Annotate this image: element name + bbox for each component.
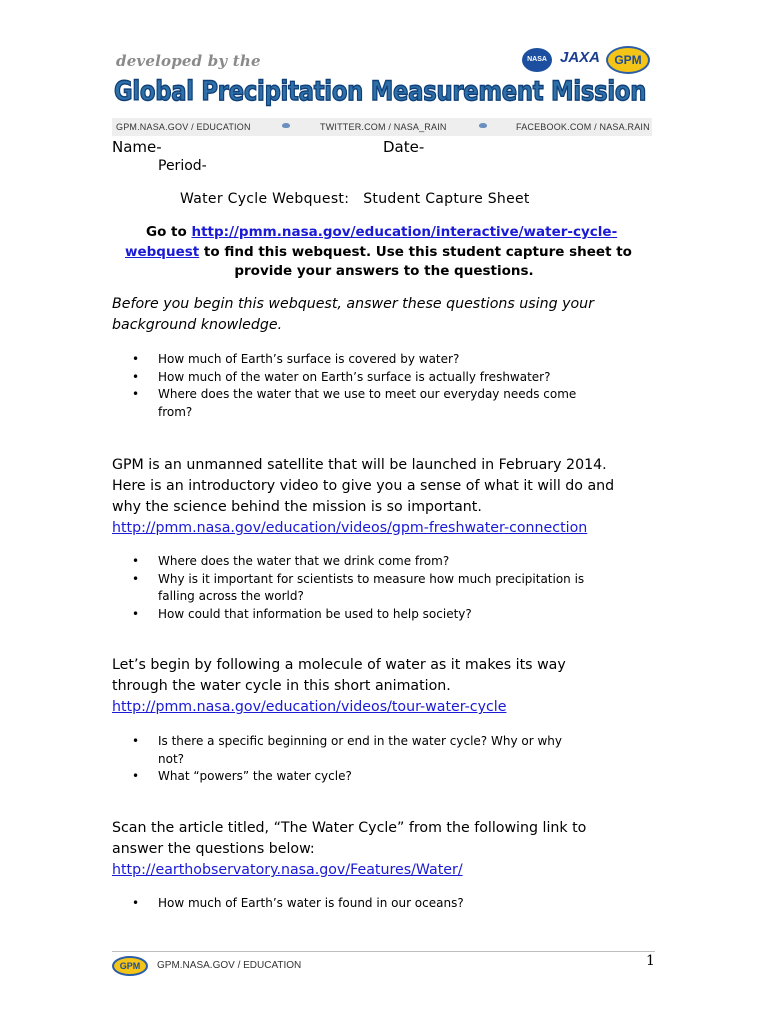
- section1-line-2: background knowledge.: [112, 317, 283, 333]
- question-item: • Where does the water that we drink come from?: [130, 553, 640, 571]
- period-label: Period-: [158, 158, 207, 174]
- date-label: Date-: [383, 138, 425, 156]
- question-item: • How much of Earth’s surface is covered by water?: [130, 351, 640, 369]
- nasa-logo: NASA: [522, 48, 552, 72]
- section2-line-2: Here is an introductory video to give you a sense of what it will do and: [112, 478, 615, 494]
- header-link-bar: [112, 118, 652, 136]
- section4-questions: [130, 895, 640, 913]
- intro-text: to find this webquest. Use this student capture sheet to: [199, 244, 632, 260]
- developed-by-text: developed by the: [116, 52, 261, 70]
- footer-link-text: GPM.NASA.GOV / EDUCATION: [157, 960, 302, 971]
- section2-line-1: GPM is an unmanned satellite that will be launched in February 2014.: [112, 457, 607, 473]
- section3-line-1: Let’s begin by following a molecule of water as it makes its way: [112, 657, 566, 673]
- gpm-logo: GPM: [606, 46, 650, 74]
- section2-line-3: why the science behind the mission is so important.: [112, 499, 482, 515]
- intro-line-2: [125, 244, 669, 260]
- footer-divider: [112, 951, 655, 952]
- mission-title: Global Precipitation Measurement Mission: [114, 76, 647, 107]
- webquest-link-continued[interactable]: webquest: [125, 244, 200, 260]
- webquest-link[interactable]: http://pmm.nasa.gov/education/interactive/water-cycle-: [191, 224, 618, 240]
- section4-link-line: [112, 860, 463, 881]
- question-item: • How could that information be used to help society?: [130, 606, 640, 624]
- page-number: 1: [646, 953, 655, 969]
- jaxa-logo: JAXA: [560, 49, 601, 66]
- question-item: • How much of Earth’s water is found in our oceans?: [130, 895, 640, 913]
- twitter-link-text: TWITTER.COM / NASA_RAIN: [320, 122, 447, 132]
- section4-line-1: Scan the article titled, “The Water Cycle” from the following link to: [112, 820, 587, 836]
- intro-line-1: [146, 224, 690, 240]
- section2-link-line: [112, 518, 587, 539]
- section3-link-line: [112, 697, 506, 718]
- raindrop-icon: [282, 123, 290, 128]
- freshwater-video-link[interactable]: http://pmm.nasa.gov/education/videos/gpm-freshwater-connection: [112, 520, 588, 536]
- question-item: • How much of the water on Earth’s surface is actually freshwater?: [130, 369, 640, 387]
- question-item: • Is there a specific beginning or end in the water cycle? Why or why not?: [130, 733, 640, 768]
- partner-logos: [520, 44, 652, 76]
- education-link-text: GPM.NASA.GOV / EDUCATION: [116, 122, 251, 132]
- raindrop-icon: [479, 123, 487, 128]
- facebook-link-text: FACEBOOK.COM / NASA.RAIN: [516, 122, 650, 132]
- name-label: Name-: [112, 138, 162, 156]
- section3-questions: [130, 733, 640, 786]
- gpm-footer-logo: GPM: [112, 956, 148, 976]
- question-item: • Where does the water that we use to meet our everyday needs come from?: [130, 386, 640, 421]
- intro-line-3: provide your answers to the questions.: [234, 263, 534, 279]
- question-item: • Why is it important for scientists to measure how much precipitation is falling across the world?: [130, 571, 640, 606]
- sheet-title-part1: Water Cycle Webquest:: [180, 191, 350, 207]
- sheet-title-part2: Student Capture Sheet: [363, 191, 530, 207]
- water-cycle-tour-link[interactable]: http://pmm.nasa.gov/education/videos/tour-water-cycle: [112, 699, 507, 715]
- section4-line-2: answer the questions below:: [112, 841, 315, 857]
- earth-observatory-link[interactable]: http://earthobservatory.nasa.gov/Features/Water/: [112, 862, 463, 878]
- goto-prefix: Go to: [146, 224, 192, 240]
- section1-questions: [130, 351, 640, 421]
- question-item: • What “powers” the water cycle?: [130, 768, 640, 786]
- sheet-title: [180, 191, 530, 207]
- section2-questions: [130, 553, 640, 623]
- section3-line-2: through the water cycle in this short animation.: [112, 678, 451, 694]
- section1-line-1: Before you begin this webquest, answer these questions using your: [112, 296, 595, 312]
